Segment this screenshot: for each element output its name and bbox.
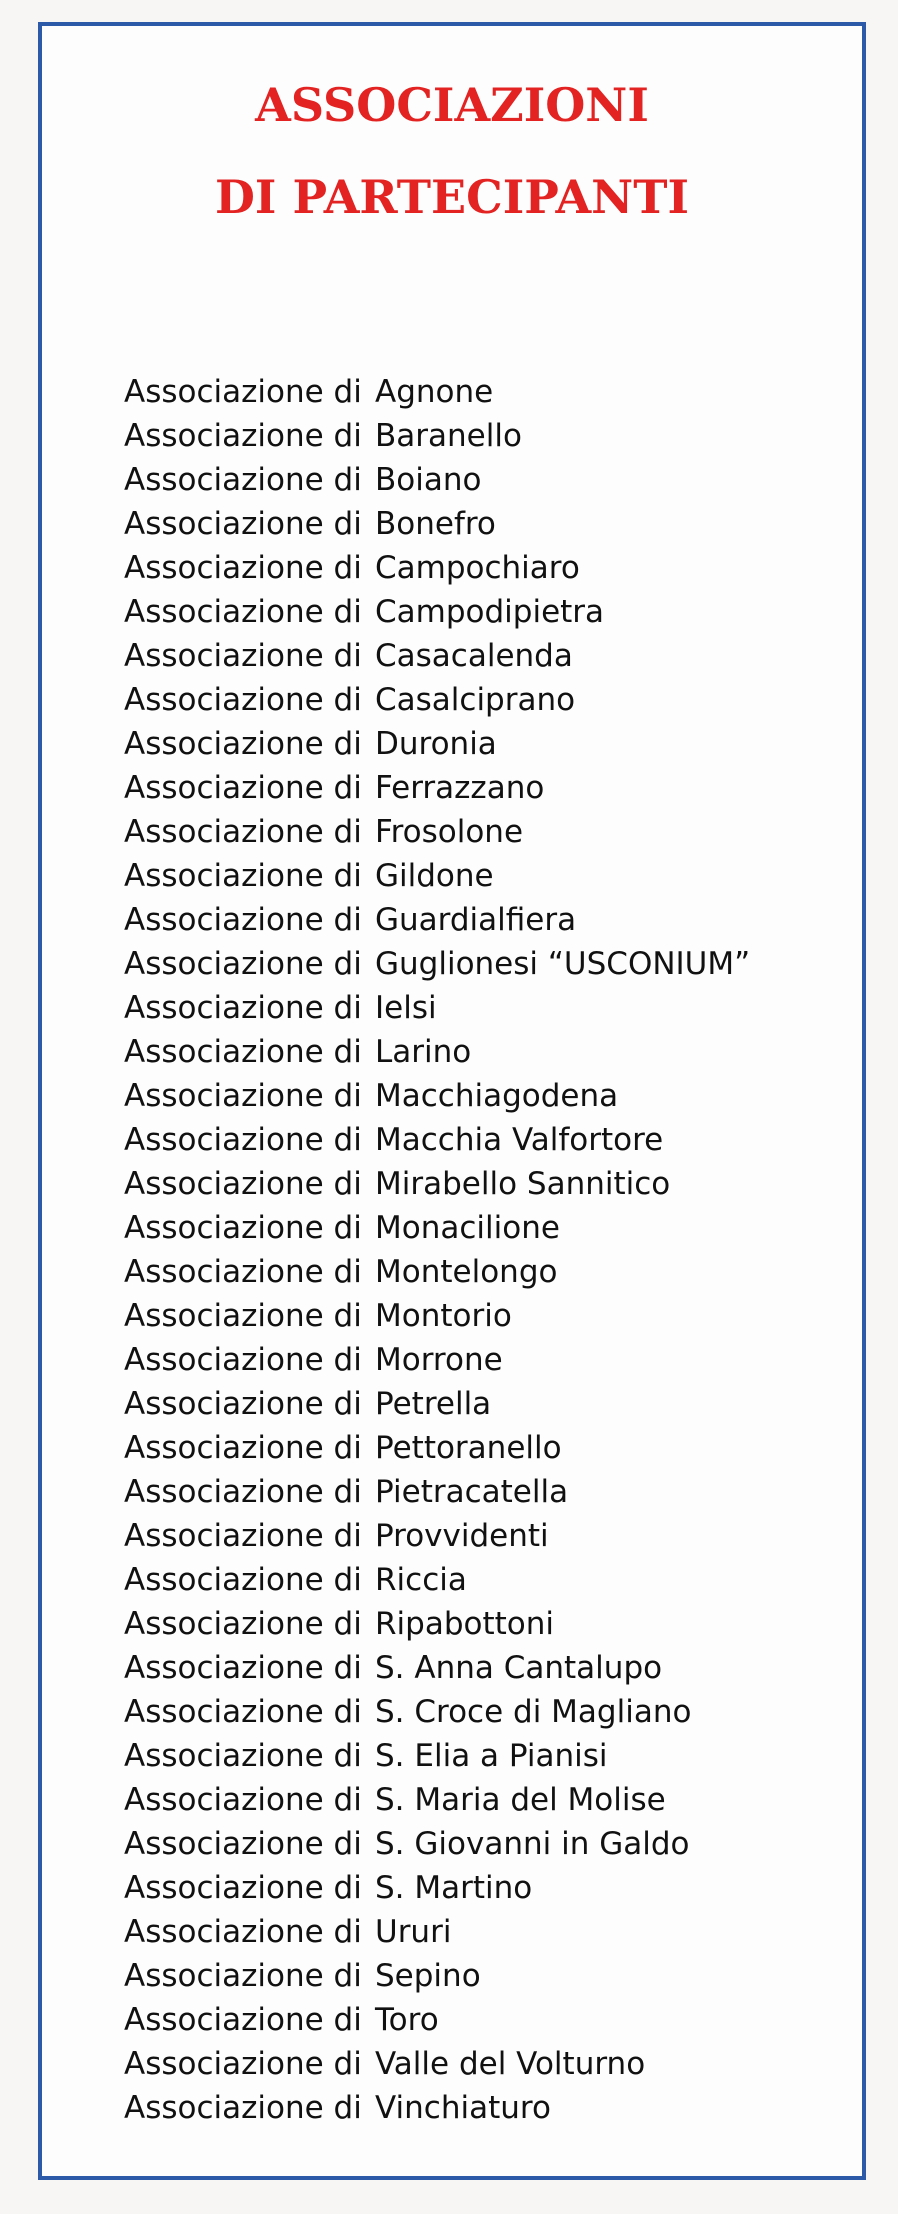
association-prefix: Associazione di xyxy=(124,1650,362,1686)
association-town: S. Maria del Molise xyxy=(375,1782,666,1818)
association-prefix: Associazione di xyxy=(124,638,362,674)
association-town: Baranello xyxy=(375,418,522,454)
association-prefix: Associazione di xyxy=(124,1386,362,1422)
list-item xyxy=(124,2086,750,2130)
association-prefix: Associazione di xyxy=(124,1210,362,1246)
association-town: Campodipietra xyxy=(375,594,605,630)
association-prefix: Associazione di xyxy=(124,374,362,410)
association-town: Guglionesi “USCONIUM” xyxy=(375,946,751,982)
association-prefix: Associazione di xyxy=(124,1430,362,1466)
list-item xyxy=(124,1910,750,1954)
list-item xyxy=(124,1998,750,2042)
list-item xyxy=(124,414,750,458)
association-prefix: Associazione di xyxy=(124,1914,362,1950)
association-town: Frosolone xyxy=(375,814,524,850)
list-item xyxy=(124,1734,750,1778)
list-item xyxy=(124,1866,750,1910)
association-prefix: Associazione di xyxy=(124,1298,362,1334)
association-town: Campochiaro xyxy=(375,550,580,586)
association-town: Ielsi xyxy=(375,990,437,1026)
association-prefix: Associazione di xyxy=(124,814,362,850)
list-item xyxy=(124,898,750,942)
list-item xyxy=(124,1514,750,1558)
association-prefix: Associazione di xyxy=(124,1694,362,1730)
association-town: Gildone xyxy=(375,858,494,894)
association-town: Ururi xyxy=(375,1914,452,1950)
association-town: Larino xyxy=(375,1034,472,1070)
list-item xyxy=(124,458,750,502)
page-title-line-1: ASSOCIAZIONI xyxy=(255,78,649,132)
association-prefix: Associazione di xyxy=(124,1078,362,1114)
association-town: Valle del Volturno xyxy=(375,2046,646,2082)
list-item xyxy=(124,1822,750,1866)
association-prefix: Associazione di xyxy=(124,1518,362,1554)
association-prefix: Associazione di xyxy=(124,1034,362,1070)
list-item xyxy=(124,2042,750,2086)
association-prefix: Associazione di xyxy=(124,902,362,938)
association-town: S. Giovanni in Galdo xyxy=(375,1826,690,1862)
list-item xyxy=(124,1382,750,1426)
list-item xyxy=(124,1162,750,1206)
list-item xyxy=(124,810,750,854)
association-town: Sepino xyxy=(375,1958,481,1994)
association-town: Casacalenda xyxy=(375,638,573,674)
association-prefix: Associazione di xyxy=(124,1166,362,1202)
association-list xyxy=(124,370,750,2130)
association-town: Macchiagodena xyxy=(375,1078,619,1114)
association-prefix: Associazione di xyxy=(124,682,362,718)
association-prefix: Associazione di xyxy=(124,1958,362,1994)
list-item xyxy=(124,1206,750,1250)
association-town: Riccia xyxy=(375,1562,467,1598)
list-item xyxy=(124,590,750,634)
association-town: Petrella xyxy=(375,1386,492,1422)
association-town: Vinchiaturo xyxy=(375,2090,551,2126)
association-town: Agnone xyxy=(375,374,494,410)
association-prefix: Associazione di xyxy=(124,1738,362,1774)
association-prefix: Associazione di xyxy=(124,2046,362,2082)
association-prefix: Associazione di xyxy=(124,1474,362,1510)
list-item xyxy=(124,1954,750,1998)
list-item xyxy=(124,1778,750,1822)
association-prefix: Associazione di xyxy=(124,1562,362,1598)
list-item xyxy=(124,1470,750,1514)
association-prefix: Associazione di xyxy=(124,1870,362,1906)
association-prefix: Associazione di xyxy=(124,1782,362,1818)
association-town: Macchia Valfortore xyxy=(375,1122,664,1158)
list-item xyxy=(124,1690,750,1734)
association-town: Guardialfiera xyxy=(375,902,577,938)
association-prefix: Associazione di xyxy=(124,858,362,894)
association-prefix: Associazione di xyxy=(124,2090,362,2126)
association-town: Pietracatella xyxy=(375,1474,569,1510)
list-item xyxy=(124,546,750,590)
association-town: S. Croce di Magliano xyxy=(375,1694,692,1730)
list-item xyxy=(124,1558,750,1602)
association-prefix: Associazione di xyxy=(124,770,362,806)
list-item xyxy=(124,942,750,986)
list-item xyxy=(124,1338,750,1382)
association-town: S. Elia a Pianisi xyxy=(375,1738,608,1774)
list-item xyxy=(124,766,750,810)
association-town: S. Anna Cantalupo xyxy=(375,1650,663,1686)
association-town: Monacilione xyxy=(375,1210,560,1246)
list-item xyxy=(124,1074,750,1118)
association-prefix: Associazione di xyxy=(124,1606,362,1642)
list-item xyxy=(124,986,750,1030)
association-town: Toro xyxy=(375,2002,439,2038)
association-prefix: Associazione di xyxy=(124,594,362,630)
list-item xyxy=(124,854,750,898)
association-prefix: Associazione di xyxy=(124,1342,362,1378)
page-title-line-2: DI PARTECIPANTI xyxy=(215,170,689,224)
association-town: Casalciprano xyxy=(375,682,576,718)
list-item xyxy=(124,1250,750,1294)
list-item xyxy=(124,1602,750,1646)
association-prefix: Associazione di xyxy=(124,946,362,982)
association-prefix: Associazione di xyxy=(124,462,362,498)
association-town: Ripabottoni xyxy=(375,1606,555,1642)
association-town: Bonefro xyxy=(375,506,496,542)
association-prefix: Associazione di xyxy=(124,726,362,762)
document-frame xyxy=(38,22,866,2180)
association-prefix: Associazione di xyxy=(124,990,362,1026)
list-item xyxy=(124,502,750,546)
association-prefix: Associazione di xyxy=(124,506,362,542)
list-item xyxy=(124,634,750,678)
association-prefix: Associazione di xyxy=(124,1254,362,1290)
association-town: Mirabello Sannitico xyxy=(375,1166,671,1202)
association-town: Pettoranello xyxy=(375,1430,562,1466)
list-item xyxy=(124,370,750,414)
association-town: Provvidenti xyxy=(375,1518,549,1554)
association-town: Boiano xyxy=(375,462,482,498)
association-prefix: Associazione di xyxy=(124,1826,362,1862)
association-town: Duronia xyxy=(375,726,497,762)
list-item xyxy=(124,1426,750,1470)
list-item xyxy=(124,1646,750,1690)
list-item xyxy=(124,678,750,722)
association-town: Montorio xyxy=(375,1298,512,1334)
list-item xyxy=(124,1294,750,1338)
association-prefix: Associazione di xyxy=(124,1122,362,1158)
association-town: Morrone xyxy=(375,1342,503,1378)
list-item xyxy=(124,1030,750,1074)
list-item xyxy=(124,722,750,766)
association-town: S. Martino xyxy=(375,1870,533,1906)
association-prefix: Associazione di xyxy=(124,2002,362,2038)
association-town: Montelongo xyxy=(375,1254,558,1290)
list-item xyxy=(124,1118,750,1162)
association-town: Ferrazzano xyxy=(375,770,545,806)
association-prefix: Associazione di xyxy=(124,418,362,454)
association-prefix: Associazione di xyxy=(124,550,362,586)
